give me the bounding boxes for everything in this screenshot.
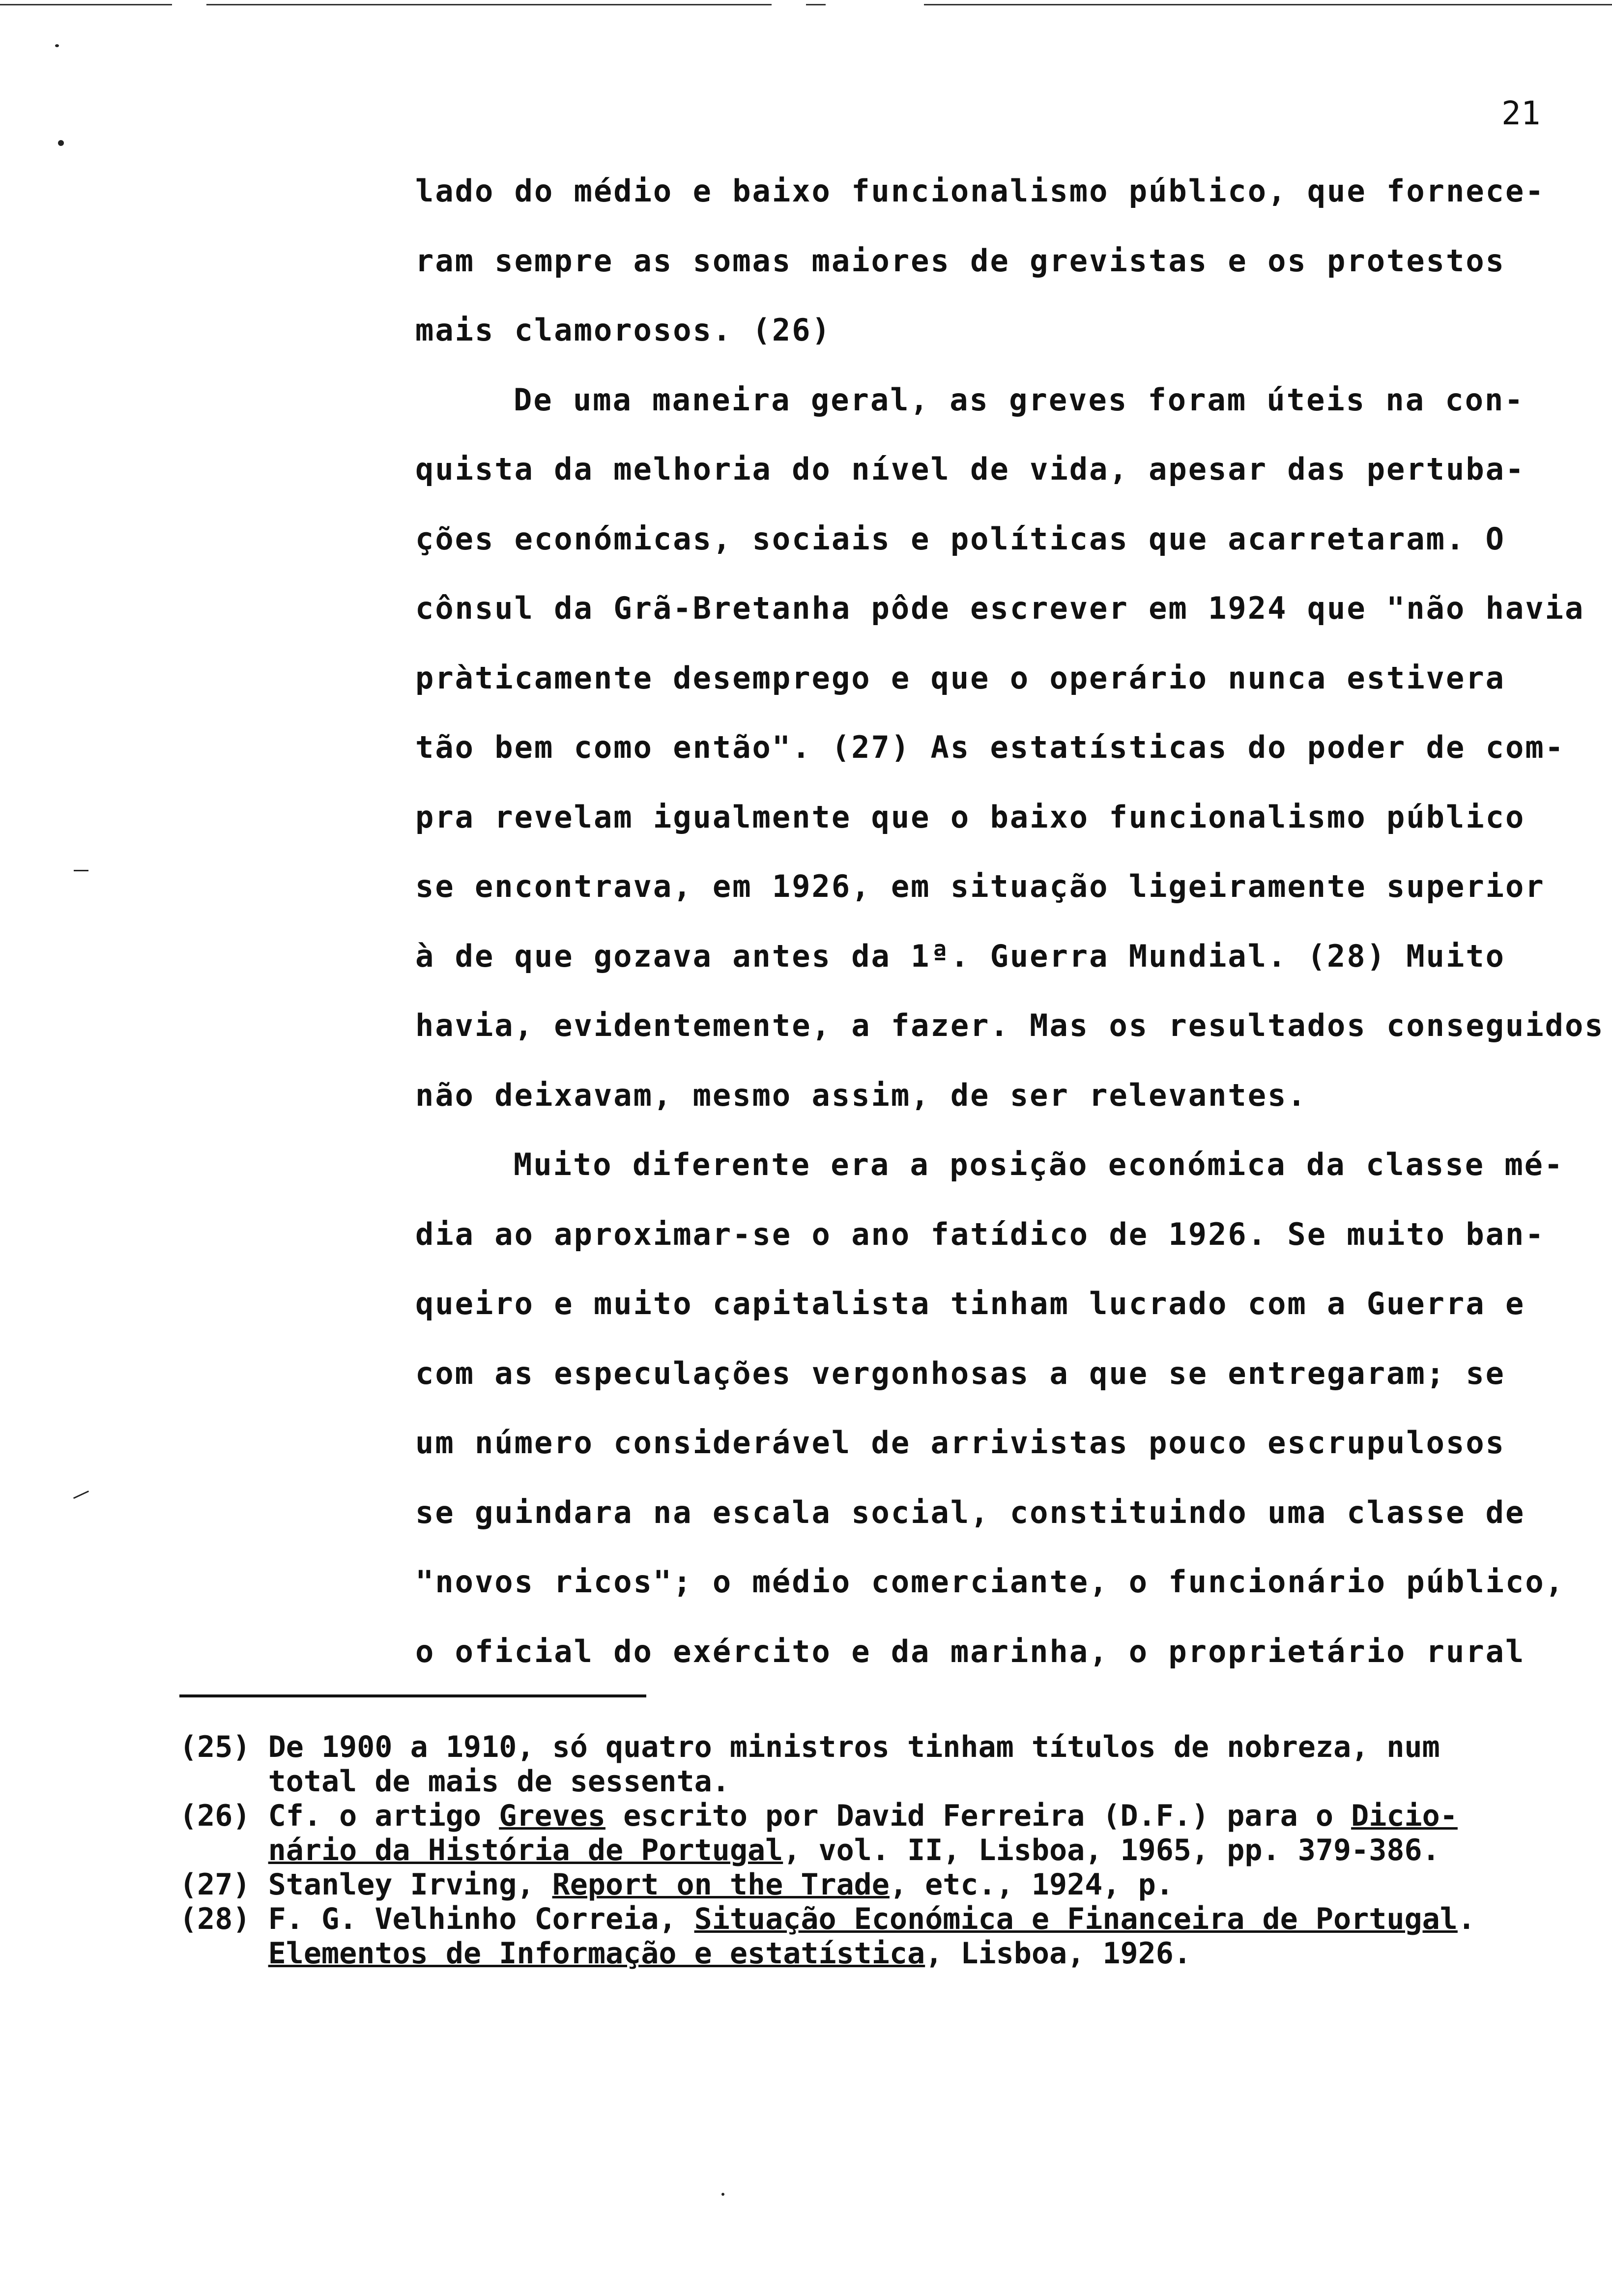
text-line: com as especulações vergonhosas a que se entregaram; se [415, 1355, 1505, 1391]
text-line: se guindara na escala social, constituindo uma classe de [415, 1494, 1526, 1530]
text-line: pràticamente desemprego e que o operário nunca estivera [415, 660, 1505, 696]
text-line: cônsul da Grã-Bretanha pôde escrever em 1924 que "não havia [415, 590, 1585, 626]
scan-edge-line [206, 4, 772, 5]
text-line: De uma maneira geral, as greves foram úteis na con- [514, 381, 1525, 418]
page-number: 21 [1501, 94, 1541, 132]
scan-edge-line [806, 4, 826, 5]
scan-speck [58, 140, 64, 146]
text-line: quista da melhoria do nível de vida, apesar das pertuba- [415, 451, 1526, 487]
footnote-indent [179, 1833, 268, 1867]
text-line: "novos ricos"; o médio comerciante, o funcionário público, [415, 1564, 1565, 1600]
footnote-text: (27) Stanley Irving, [179, 1867, 552, 1902]
footnote-27-line [179, 1867, 1595, 1902]
text-line: um número considerável de arrivistas pouco escrupulosos [415, 1425, 1505, 1461]
footnote-25-line: (25) De 1900 a 1910, só quatro ministros tinham títulos de nobreza, num [179, 1730, 1440, 1764]
footnote-text: , etc., 1924, p. [889, 1867, 1174, 1902]
body-text [415, 156, 1605, 1686]
footnote-26-line [179, 1833, 1595, 1867]
cited-title: Elementos de Informação e estatística [268, 1936, 925, 1971]
text-line: Muito diferente era a posição económica da classe mé- [514, 1147, 1564, 1182]
scan-edge-line [0, 4, 172, 5]
footnote-25-line: total de mais de sessenta. [179, 1764, 730, 1799]
footnote-indent [179, 1936, 268, 1971]
text-line: à de que gozava antes da 1ª. Guerra Mundial. (28) Muito [415, 938, 1505, 974]
cited-title: Situação Económica e Financeira de Portugal [694, 1902, 1458, 1936]
footnote-26-line [179, 1799, 1595, 1833]
scan-speck [73, 1491, 89, 1499]
footnote-text: (28) F. G. Velhinho Correia, [179, 1902, 694, 1936]
scan-speck [55, 44, 59, 47]
footnote-text: , Lisboa, 1926. [925, 1936, 1192, 1971]
text-line: ções económicas, sociais e políticas que acarretaram. O [415, 520, 1505, 557]
footnote-text: escrito por David Ferreira (D.F.) para o [605, 1799, 1352, 1833]
text-line: lado do médio e baixo funcionalismo público, que fornece- [415, 173, 1545, 209]
text-line: não deixavam, mesmo assim, de ser relevantes. [415, 1077, 1307, 1113]
text-line: se encontrava, em 1926, em situação ligeiramente superior [415, 868, 1545, 904]
footnote-separator [179, 1694, 646, 1697]
footnote-text: . [1457, 1902, 1475, 1936]
text-line: queiro e muito capitalista tinham lucrado com a Guerra e [415, 1286, 1526, 1321]
text-line: tão bem como então". (27) As estatísticas do poder de com- [415, 729, 1565, 765]
cited-title: Report on the Trade [552, 1867, 890, 1902]
footnotes [179, 1730, 1595, 1971]
text-line: dia ao aproximar-se o ano fatídico de 1926. Se muito ban- [415, 1216, 1545, 1252]
scan-speck [721, 2193, 724, 2196]
text-line: pra revelam igualmente que o baixo funcionalismo público [415, 799, 1526, 835]
text-line: o oficial do exército e da marinha, o proprietário rural [415, 1633, 1526, 1669]
scan-speck [74, 870, 88, 871]
text-line: ram sempre as somas maiores de grevistas e os protestos [415, 242, 1505, 279]
footnote-28-line [179, 1936, 1595, 1971]
footnote-28-line [179, 1902, 1595, 1936]
scan-edge-line [924, 4, 1612, 5]
footnote-text: (26) Cf. o artigo [179, 1799, 499, 1833]
footnote-text: , vol. II, Lisboa, 1965, pp. 379-386. [783, 1833, 1440, 1867]
cited-title: Dicio- [1351, 1799, 1458, 1833]
text-line: mais clamorosos. (26) [415, 312, 832, 348]
text-line: havia, evidentemente, a fazer. Mas os resultados conseguidos [415, 1007, 1605, 1043]
cited-title: nário da História de Portugal [268, 1833, 783, 1867]
cited-title: Greves [499, 1799, 605, 1833]
